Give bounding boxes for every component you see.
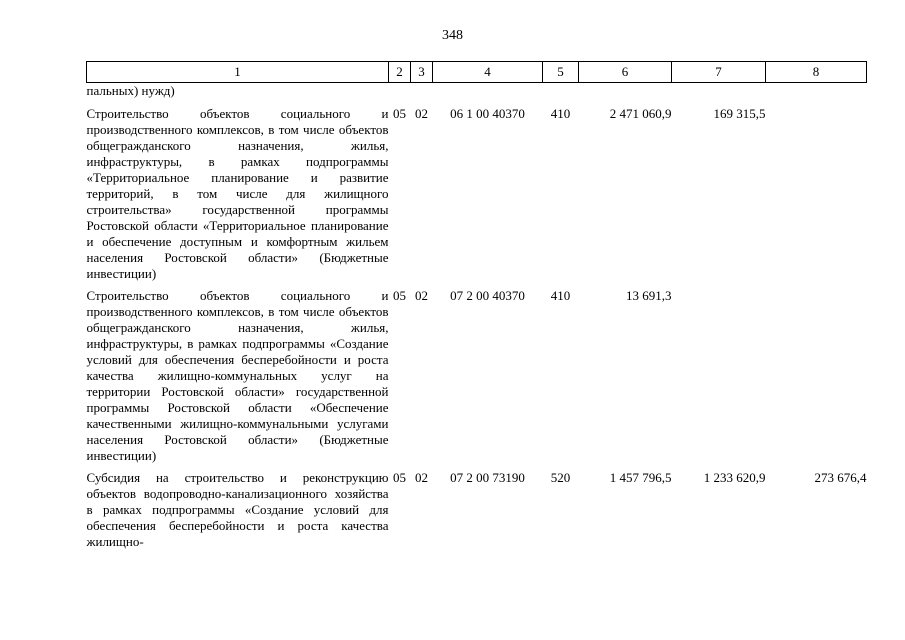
row-amount-col7 [672, 284, 766, 466]
row-csr: 07 2 00 73190 [450, 470, 525, 485]
column-header-8: 8 [766, 62, 867, 83]
row-description: Субсидия на строительство и реконструкцию объектов водопроводно-канализационного хозяйства в рамках подпрограммы «Создание условий для обеспечения бесперебойности и роста качества жилищно- [86, 470, 389, 549]
row-pr: 02 [415, 470, 428, 485]
row-pr: 02 [415, 106, 428, 121]
row-description: Строительство объектов социального и производственного комплексов, в том числе объектов общегражданского назначения, жилья, инфраструктуры, в рамках подпрограммы «Создание условий для обеспечения бесперебойности и роста качества жилищно-коммунальных услуг на территории Ростовской области» государственной программы Ростовской области «Обеспечение качественными жилищно-коммунальными услугами населения Ростовской области» (Бюджетные инвестиции) [86, 288, 389, 463]
row-rz: 05 [393, 106, 406, 121]
row-amount-col8 [766, 284, 867, 466]
row-amount-col7: 1 233 620,9 [703, 470, 766, 485]
table-row [87, 102, 867, 284]
row-vr: 410 [550, 288, 571, 303]
budget-table [86, 61, 867, 552]
column-header-7: 7 [672, 62, 766, 83]
continuation-row [87, 83, 867, 103]
row-pr: 02 [415, 288, 428, 303]
row-rz: 05 [393, 288, 406, 303]
row-amount-col6: 13 691,3 [626, 288, 672, 303]
header-row [87, 62, 867, 83]
column-header-6: 6 [579, 62, 672, 83]
row-description: Строительство объектов социального и производственного комплексов, в том числе объектов общегражданского назначения, жилья, инфраструктуры, в рамках подпрограммы «Территориальное планирование и развитие территорий, в том числе для жилищного строительства» государственной программы Ростовской области «Территориальное планирование и обеспечение доступным и комфортным жильем населения Ростовской области» (Бюджетные инвестиции) [86, 106, 389, 281]
column-header-4: 4 [433, 62, 543, 83]
row-amount-col6: 2 471 060,9 [609, 106, 672, 121]
row-vr: 410 [550, 106, 571, 121]
row-rz: 05 [393, 470, 406, 485]
table-row [87, 284, 867, 466]
continuation-text: пальных) нужд) [86, 83, 175, 98]
row-amount-col8: 273 676,4 [814, 470, 867, 485]
row-csr: 06 1 00 40370 [450, 106, 525, 121]
column-header-3: 3 [411, 62, 433, 83]
column-header-2: 2 [389, 62, 411, 83]
column-header-1: 1 [87, 62, 389, 83]
row-amount-col6: 1 457 796,5 [609, 470, 672, 485]
column-header-5: 5 [543, 62, 579, 83]
row-amount-col7: 169 315,5 [713, 106, 766, 121]
row-amount-col8 [766, 102, 867, 284]
table-row [87, 466, 867, 552]
row-vr: 520 [550, 470, 571, 485]
page-number: 348 [442, 28, 463, 43]
row-csr: 07 2 00 40370 [450, 288, 525, 303]
